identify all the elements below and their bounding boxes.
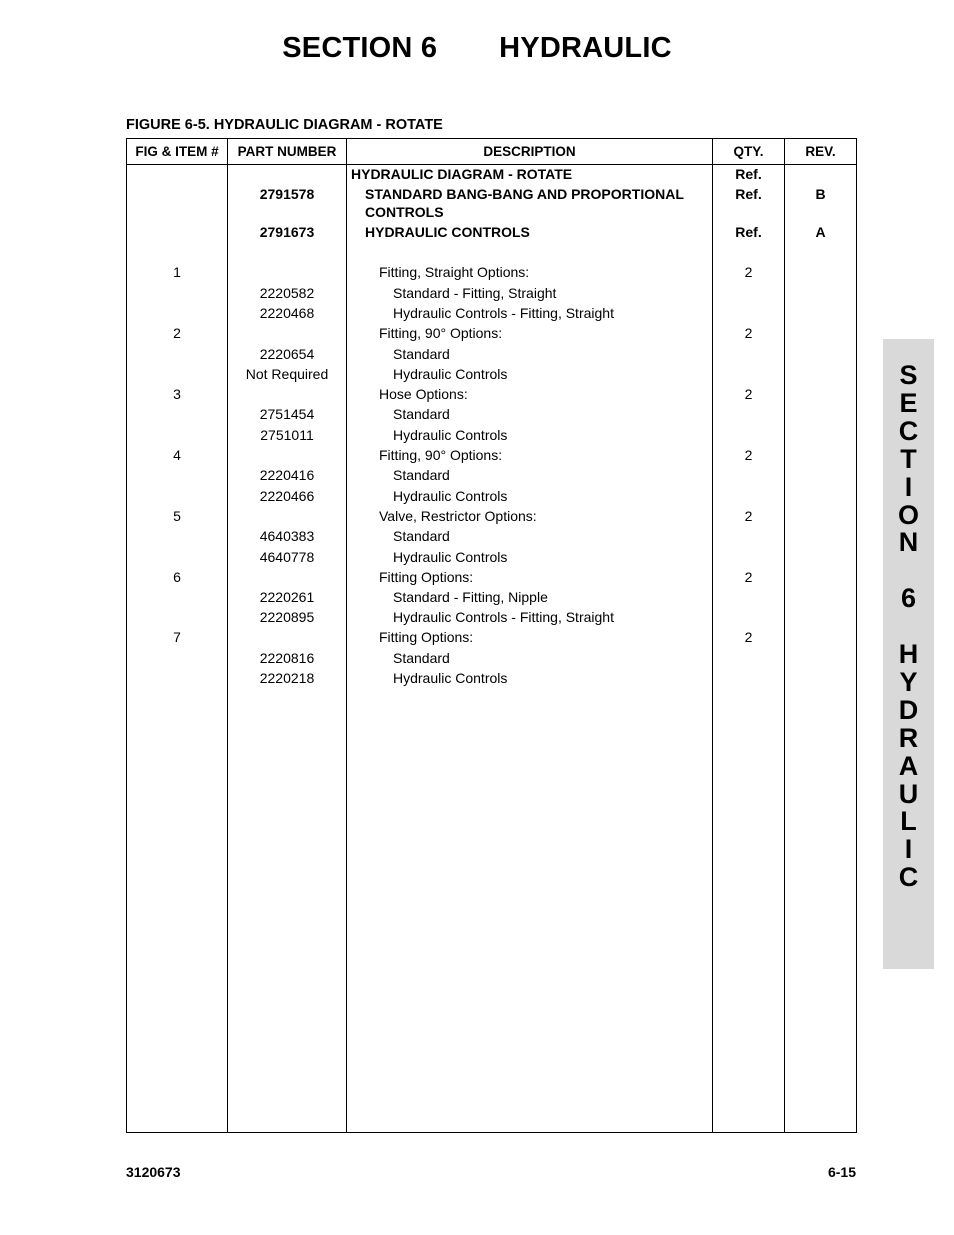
qty-cell [713,202,784,222]
description-cell: Fitting Options: [379,569,474,585]
rev-cell: B [815,186,826,202]
table-row [127,184,856,204]
table-row [127,404,856,424]
qty-cell [713,648,784,668]
description-cell: Hydraulic Controls [393,488,508,504]
part-number-cell: 2220416 [259,467,315,483]
qty-cell: 2 [744,508,753,524]
description-cell: Fitting Options: [379,629,474,645]
side-tab-letter: H [898,639,919,669]
fig-item-cell: 2 [173,325,181,341]
table-row [127,465,856,485]
rev-cell [785,344,856,364]
qty-cell [713,587,784,607]
rev-cell [785,262,856,282]
rev-cell [785,607,856,627]
qty-cell: Ref. [735,166,762,182]
qty-cell: Ref. [735,186,762,202]
side-tab-letter: E [899,387,918,418]
fig-item-cell [127,587,227,607]
rev-cell [785,202,856,222]
description-cell: Hydraulic Controls - Fitting, Straight [393,305,614,321]
side-tab-letter: I [904,834,913,865]
part-number-cell: 2220466 [259,488,315,504]
table-row [127,164,856,184]
description-cell: Fitting, Straight Options: [379,264,530,280]
qty-cell [713,607,784,627]
part-number-cell [228,164,346,184]
rev-cell [785,547,856,567]
fig-item-cell [127,425,227,445]
fig-item-cell [127,364,227,384]
table-row [127,587,856,607]
qty-cell [713,547,784,567]
table-row [127,283,856,303]
header-description: DESCRIPTION [483,144,576,159]
description-cell: Standard - Fitting, Straight [393,285,557,301]
table-row [127,547,856,567]
description-cell: STANDARD BANG-BANG AND PROPORTIONAL [365,186,684,202]
table-row [127,648,856,668]
fig-item-cell [127,303,227,323]
qty-cell: 2 [744,629,753,645]
side-tab-letter: U [898,778,919,809]
rev-cell [785,364,856,384]
qty-cell [713,465,784,485]
qty-cell: Ref. [735,224,762,240]
fig-item-cell [127,164,227,184]
rev-cell [785,506,856,526]
side-tab-letter: S [899,360,918,390]
fig-item-cell [127,283,227,303]
table-row [127,202,856,222]
rev-cell [785,303,856,323]
part-number-cell: 2220468 [259,305,315,321]
qty-cell [713,668,784,688]
qty-cell [713,404,784,424]
section-side-tab [883,339,934,969]
part-number-cell [228,627,346,647]
qty-cell: 2 [744,386,753,402]
table-row [127,323,856,343]
rev-cell [785,465,856,485]
part-number-cell: 2220218 [259,670,315,686]
description-cell: Hydraulic Controls [393,549,508,565]
table-row [127,222,856,242]
description-cell: Standard [393,467,450,483]
description-cell: Hydraulic Controls [393,670,508,686]
table-row [127,262,856,282]
qty-cell [713,364,784,384]
qty-cell: 2 [744,569,753,585]
rev-cell [785,648,856,668]
description-cell: Standard [393,406,450,422]
description-cell: CONTROLS [365,204,444,220]
section-label: SECTION 6 [282,32,438,64]
rev-cell [785,425,856,445]
qty-cell [713,344,784,364]
fig-item-cell [127,607,227,627]
part-number-cell: 2220582 [259,285,315,301]
side-tab-letter: D [898,694,919,725]
fig-item-cell [127,648,227,668]
fig-item-cell [127,547,227,567]
fig-item-cell: 7 [173,629,181,645]
rev-cell [785,404,856,424]
qty-cell [713,283,784,303]
doc-number: 3120673 [126,1164,181,1180]
table-row [127,364,856,384]
table-row [127,506,856,526]
side-tab-letter: N [898,527,919,558]
rev-cell [785,526,856,546]
fig-item-cell [127,465,227,485]
qty-cell [713,526,784,546]
part-number-cell: 2220261 [259,589,315,605]
fig-item-cell [127,222,227,242]
part-number-cell: 2791673 [259,224,315,240]
description-cell: Standard [393,650,450,666]
description-cell: Valve, Restrictor Options: [379,508,537,524]
part-number-cell: Not Required [245,366,329,382]
part-number-cell: 2751011 [260,427,314,443]
part-number-cell [228,323,346,343]
side-tab-letter: C [898,415,919,446]
rev-cell [785,445,856,465]
table-row [127,627,856,647]
description-cell: HYDRAULIC DIAGRAM - ROTATE [351,166,573,182]
rev-cell [785,323,856,343]
header-part-number: PART NUMBER [237,144,337,159]
rev-cell [785,567,856,587]
description-cell: Fitting, 90° Options: [379,325,503,341]
side-tab-letter: Y [899,666,918,697]
fig-item-cell: 6 [173,569,181,585]
header-rev: REV. [805,144,836,159]
description-cell: Hydraulic Controls - Fitting, Straight [393,609,614,625]
fig-item-cell: 1 [173,264,181,280]
section-name: HYDRAULIC [499,32,672,64]
fig-item-cell [127,668,227,688]
parts-table [126,138,857,1133]
part-number-cell [228,262,346,282]
part-number-cell: 2220816 [259,650,315,666]
page-number: 6-15 [827,1164,856,1180]
rev-cell [785,587,856,607]
table-row [127,668,856,688]
part-number-cell [228,567,346,587]
figure-title: FIGURE 6-5. HYDRAULIC DIAGRAM - ROTATE [126,117,443,133]
fig-item-cell: 5 [173,508,181,524]
rev-cell [785,627,856,647]
part-number-cell: 2220654 [259,346,315,362]
description-cell: Standard [393,528,450,544]
side-tab-letter: R [898,722,919,753]
fig-item-cell [127,526,227,546]
table-row [127,567,856,587]
rev-cell: A [815,224,826,240]
fig-item-cell: 4 [173,447,181,463]
side-tab-letter: O [897,499,919,530]
table-row [127,303,856,323]
rev-cell [785,668,856,688]
qty-cell: 2 [744,325,753,341]
part-number-cell [228,202,346,222]
side-tab-letter: C [898,862,919,893]
part-number-cell: 4640383 [259,528,315,544]
description-cell: HYDRAULIC CONTROLS [365,224,530,240]
table-row [127,607,856,627]
part-number-cell: 2751454 [259,406,315,422]
qty-cell: 2 [744,447,753,463]
part-number-cell: 2791578 [259,186,315,202]
fig-item-cell [127,184,227,204]
part-number-cell [228,506,346,526]
table-row [127,384,856,404]
part-number-cell: 4640778 [259,549,315,565]
fig-item-cell [127,202,227,222]
description-cell: Standard [393,346,450,362]
side-tab-letter: 6 [900,583,917,614]
rev-cell [785,283,856,303]
table-row [127,445,856,465]
fig-item-cell: 3 [173,386,181,402]
table-row [127,486,856,506]
description-cell: Standard - Fitting, Nipple [393,589,548,605]
table-row [127,425,856,445]
side-tab-letter: L [900,806,917,837]
side-tab-letter: I [904,471,913,502]
fig-item-cell [127,486,227,506]
table-row [127,526,856,546]
header-qty: QTY. [733,144,764,159]
description-cell: Hose Options: [379,386,468,402]
part-number-cell [228,445,346,465]
side-tab-letter: A [898,750,919,781]
description-cell: Hydraulic Controls [393,427,508,443]
rev-cell [785,486,856,506]
page-title [0,32,954,65]
rev-cell [785,164,856,184]
fig-item-cell [127,344,227,364]
part-number-cell [228,384,346,404]
description-cell: Fitting, 90° Options: [379,447,503,463]
side-tab-letter: T [900,443,917,474]
part-number-cell: 2220895 [259,609,315,625]
header-fig-item: FIG & ITEM # [135,144,219,159]
qty-cell [713,425,784,445]
table-row [127,344,856,364]
rev-cell [785,384,856,404]
description-cell: Hydraulic Controls [393,366,508,382]
qty-cell [713,486,784,506]
qty-cell: 2 [744,264,753,280]
fig-item-cell [127,404,227,424]
qty-cell [713,303,784,323]
